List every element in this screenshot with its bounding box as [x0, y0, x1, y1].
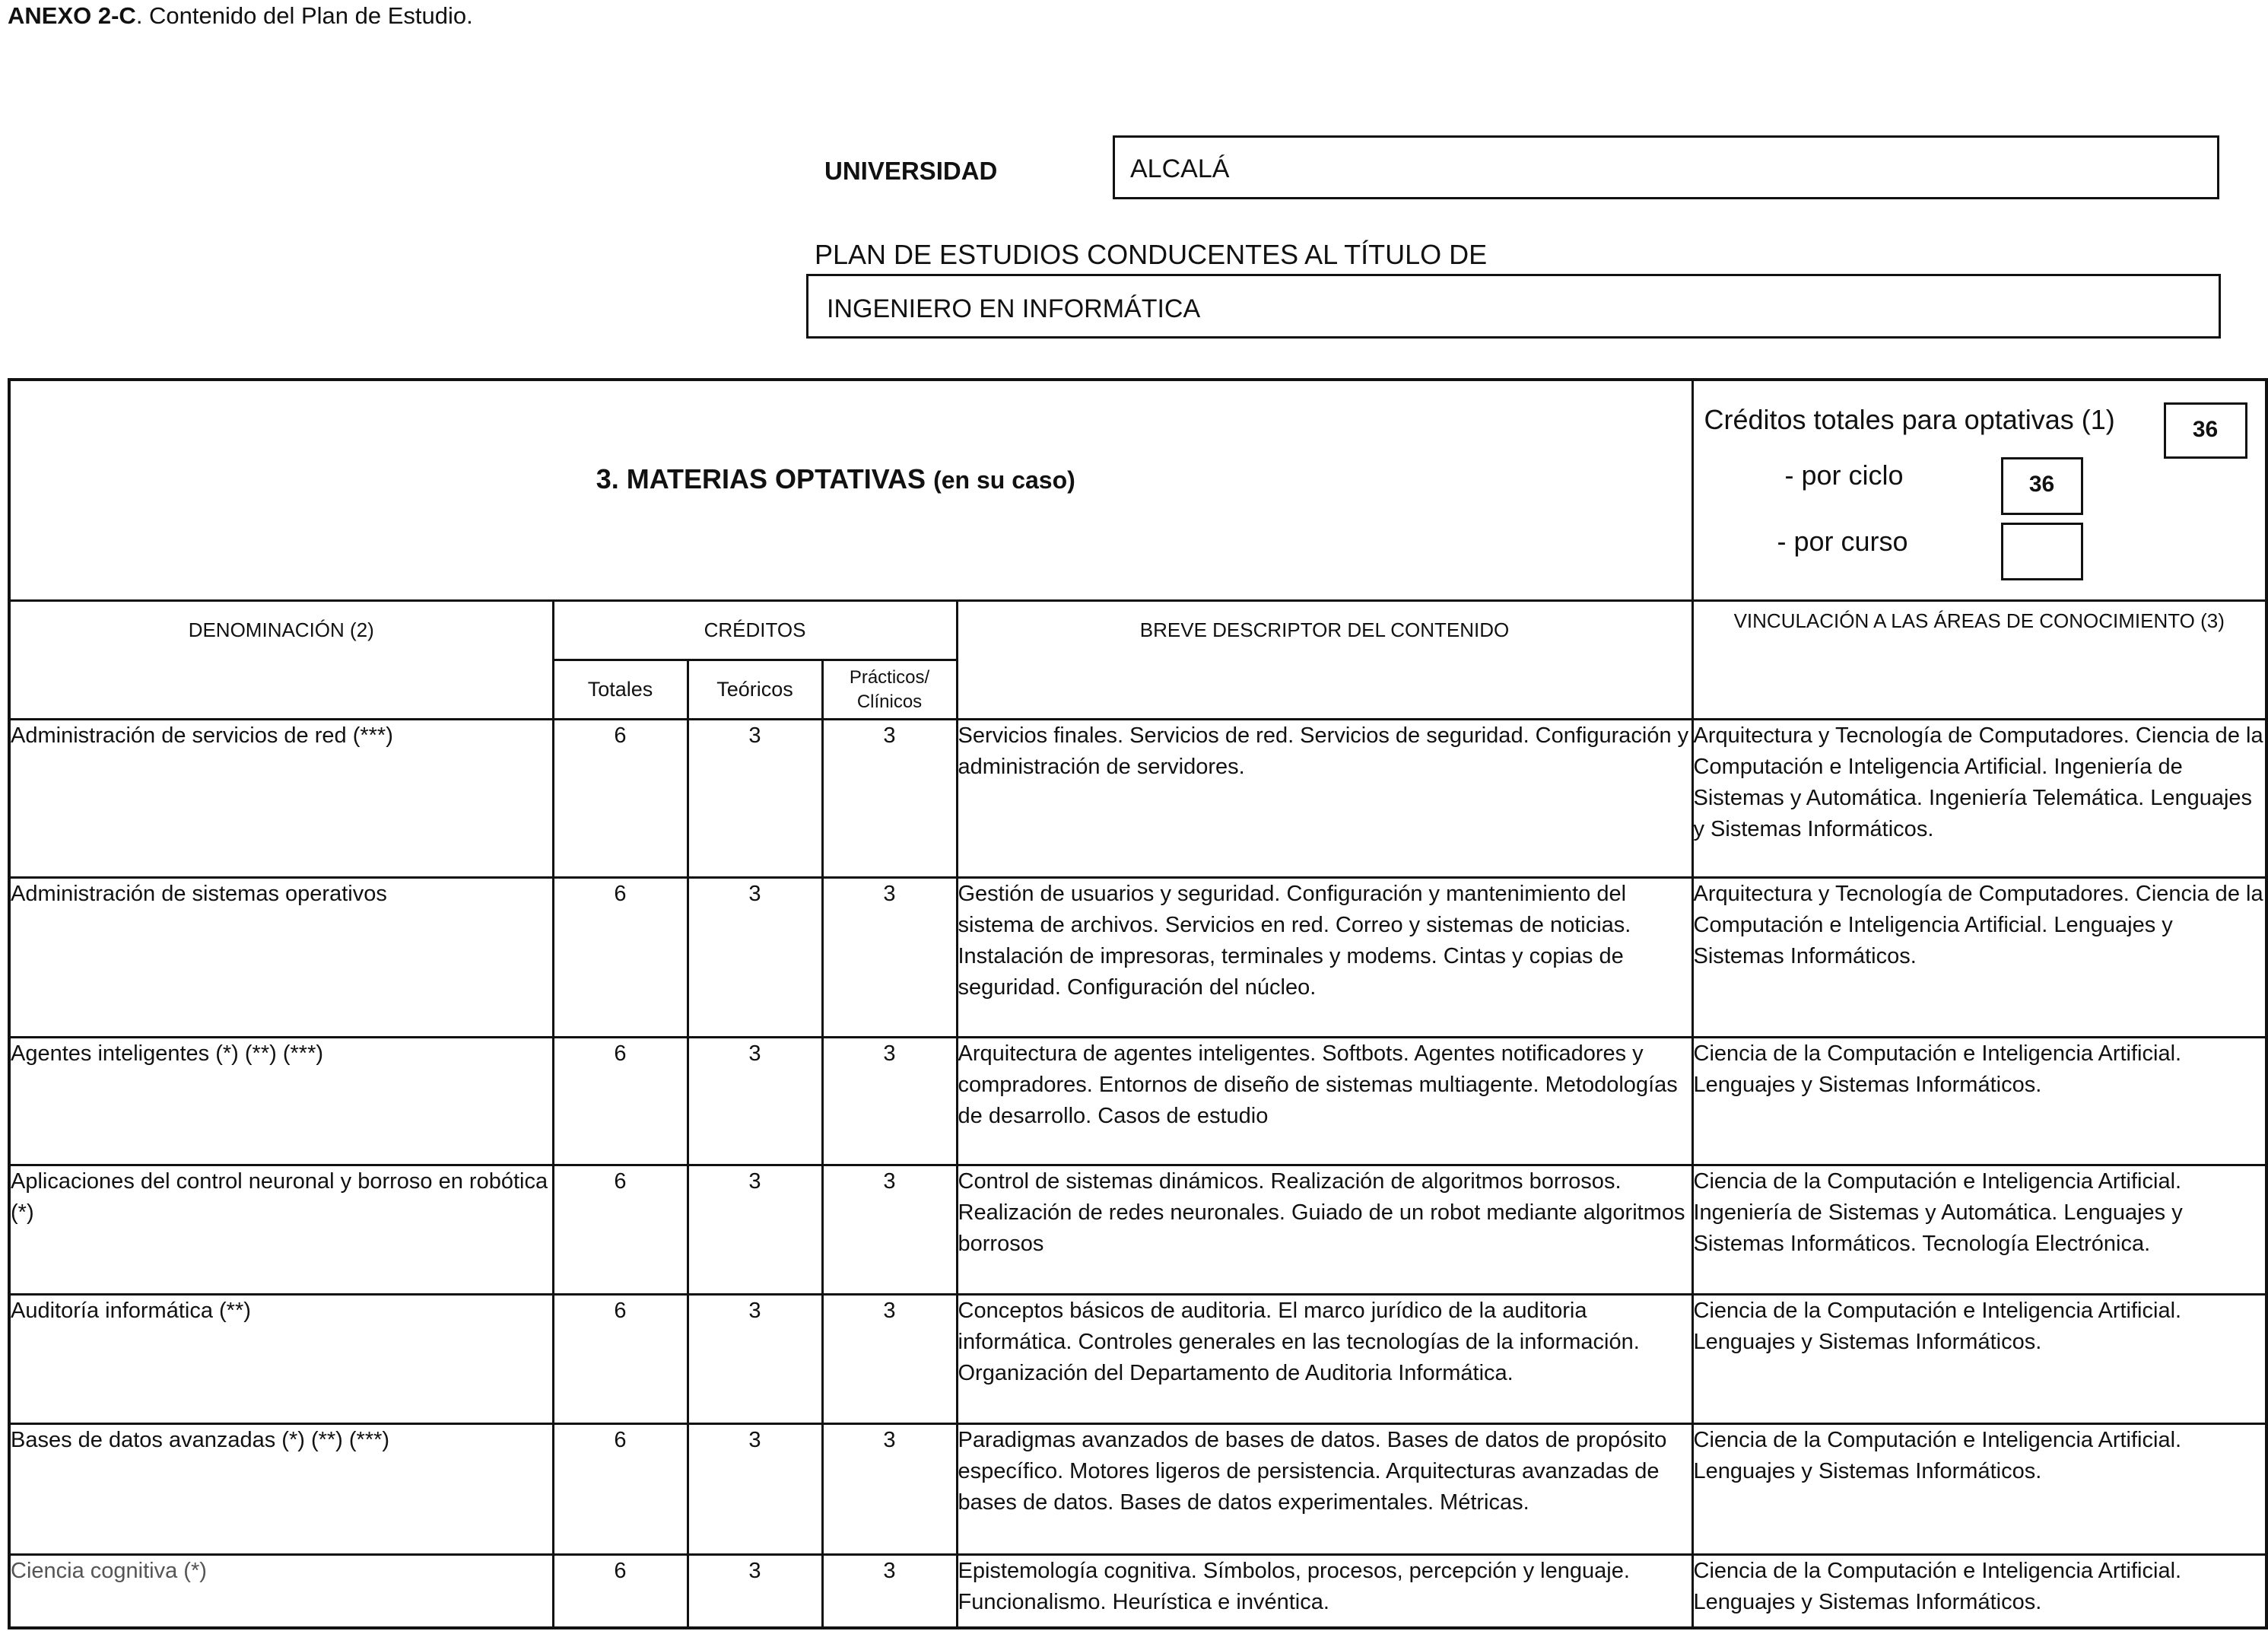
row-totales: 6 — [553, 1038, 688, 1165]
row-totales: 6 — [553, 1165, 688, 1295]
row-name: Auditoría informática (**) — [9, 1295, 553, 1424]
row-practicos: 3 — [822, 720, 957, 878]
section-header — [9, 380, 1692, 601]
row-name: Ciencia cognitiva (*) — [9, 1555, 553, 1628]
row-teoricos: 3 — [688, 720, 822, 878]
row-areas: Ciencia de la Computación e Inteligencia Artificial. Lenguajes y Sistemas Informáticos. — [1692, 1424, 2266, 1555]
row-practicos: 3 — [822, 1295, 957, 1424]
row-teoricos: 3 — [688, 1165, 822, 1295]
table-row — [9, 1424, 2266, 1555]
credits-course-label: - por curso — [1777, 526, 1908, 557]
credits-cycle-value: 36 — [2001, 457, 2083, 515]
row-name: Agentes inteligentes (*) (**) (***) — [9, 1038, 553, 1165]
row-teoricos: 3 — [688, 878, 822, 1038]
row-areas: Arquitectura y Tecnología de Computadores. Ciencia de la Computación e Inteligencia Artificial. Lenguajes y Sistemas Informáticos. — [1692, 878, 2266, 1038]
row-totales: 6 — [553, 1555, 688, 1628]
row-name: Aplicaciones del control neuronal y borroso en robótica (*) — [9, 1165, 553, 1295]
row-totales: 6 — [553, 720, 688, 878]
section-title-sub: (en su caso) — [933, 466, 1075, 494]
header-denominacion: DENOMINACIÓN (2) — [9, 601, 553, 720]
table-row — [9, 1555, 2266, 1628]
row-totales: 6 — [553, 878, 688, 1038]
row-practicos: 3 — [822, 1038, 957, 1165]
row-practicos: 3 — [822, 878, 957, 1038]
row-descriptor: Gestión de usuarios y seguridad. Configuración y mantenimiento del sistema de archivos. Servicios en red. Correo y sistemas de noticias. Instalación de impresoras, terminales y modems. Cintas y copias de seguridad. Configuración del núcleo. — [957, 878, 1692, 1038]
optional-subjects-table — [8, 378, 2268, 1629]
row-descriptor: Control de sistemas dinámicos. Realización de algoritmos borrosos. Realización de redes neuronales. Guiado de un robot mediante algoritmos borrosos — [957, 1165, 1692, 1295]
table-row — [9, 878, 2266, 1038]
row-totales: 6 — [553, 1295, 688, 1424]
row-teoricos: 3 — [688, 1038, 822, 1165]
row-practicos: 3 — [822, 1555, 957, 1628]
header-totales: Totales — [553, 660, 688, 720]
credits-summary — [1692, 380, 2266, 601]
annex-heading — [8, 0, 473, 32]
row-areas: Ciencia de la Computación e Inteligencia Artificial. Ingeniería de Sistemas y Automática. Lenguajes y Sistemas Informáticos. Tecnología Electrónica. — [1692, 1165, 2266, 1295]
row-descriptor: Paradigmas avanzados de bases de datos. Bases de datos de propósito específico. Motores ligeros de persistencia. Arquitecturas avanzadas de bases de datos. Bases de datos experimentales. Métricas. — [957, 1424, 1692, 1555]
plan-title-box — [806, 274, 2221, 339]
annex-caption: . Contenido del Plan de Estudio. — [135, 2, 473, 29]
row-teoricos: 3 — [688, 1295, 822, 1424]
table-row — [9, 720, 2266, 878]
university-label: UNIVERSIDAD — [824, 157, 998, 185]
row-practicos: 3 — [822, 1424, 957, 1555]
row-teoricos: 3 — [688, 1555, 822, 1628]
university-box — [1113, 135, 2219, 199]
header-vinculacion: VINCULACIÓN A LAS ÁREAS DE CONOCIMIENTO (3) — [1692, 601, 2266, 720]
credits-total-label: Créditos totales para optativas (1) — [1704, 404, 2115, 435]
row-totales: 6 — [553, 1424, 688, 1555]
table-row — [9, 1165, 2266, 1295]
row-areas: Ciencia de la Computación e Inteligencia Artificial. Lenguajes y Sistemas Informáticos. — [1692, 1295, 2266, 1424]
header-creditos: CRÉDITOS — [553, 601, 957, 660]
row-descriptor: Epistemología cognitiva. Símbolos, procesos, percepción y lenguaje. Funcionalismo. Heurística e invéntica. — [957, 1555, 1692, 1628]
table-row — [9, 1038, 2266, 1165]
row-descriptor: Servicios finales. Servicios de red. Servicios de seguridad. Configuración y administración de servidores. — [957, 720, 1692, 878]
row-areas: Arquitectura y Tecnología de Computadores. Ciencia de la Computación e Inteligencia Artificial. Ingeniería de Sistemas y Automática. Ingeniería Telemática. Lenguajes y Sistemas Informáticos. — [1692, 720, 2266, 878]
plan-label: PLAN DE ESTUDIOS CONDUCENTES AL TÍTULO DE — [815, 239, 1488, 270]
credits-total-value: 36 — [2164, 402, 2247, 459]
university-value: ALCALÁ — [1130, 154, 1230, 183]
annex-number: ANEXO 2-C — [8, 2, 136, 29]
row-practicos: 3 — [822, 1165, 957, 1295]
plan-title-value: INGENIERO EN INFORMÁTICA — [827, 294, 1201, 323]
table-row — [9, 1295, 2266, 1424]
row-name: Administración de sistemas operativos — [9, 878, 553, 1038]
row-areas: Ciencia de la Computación e Inteligencia Artificial. Lenguajes y Sistemas Informáticos. — [1692, 1555, 2266, 1628]
row-descriptor: Conceptos básicos de auditoria. El marco jurídico de la auditoria informática. Controles generales en las tecnologías de la información. Organización del Departamento de Auditoria Informática. — [957, 1295, 1692, 1424]
row-areas: Ciencia de la Computación e Inteligencia Artificial. Lenguajes y Sistemas Informáticos. — [1692, 1038, 2266, 1165]
row-name: Bases de datos avanzadas (*) (**) (***) — [9, 1424, 553, 1555]
header-teoricos: Teóricos — [688, 660, 822, 720]
header-descriptor: BREVE DESCRIPTOR DEL CONTENIDO — [957, 601, 1692, 720]
row-teoricos: 3 — [688, 1424, 822, 1555]
header-practicos: Prácticos/ Clínicos — [822, 660, 957, 720]
row-name: Administración de servicios de red (***) — [9, 720, 553, 878]
section-title-main: 3. MATERIAS OPTATIVAS — [596, 463, 926, 494]
section-title — [11, 381, 1691, 495]
row-descriptor: Arquitectura de agentes inteligentes. Softbots. Agentes notificadores y compradores. Entornos de diseño de sistemas multiagente. Metodologías de desarrollo. Casos de estudio — [957, 1038, 1692, 1165]
credits-cycle-label: - por ciclo — [1784, 459, 1904, 491]
credits-course-value — [2001, 523, 2083, 580]
